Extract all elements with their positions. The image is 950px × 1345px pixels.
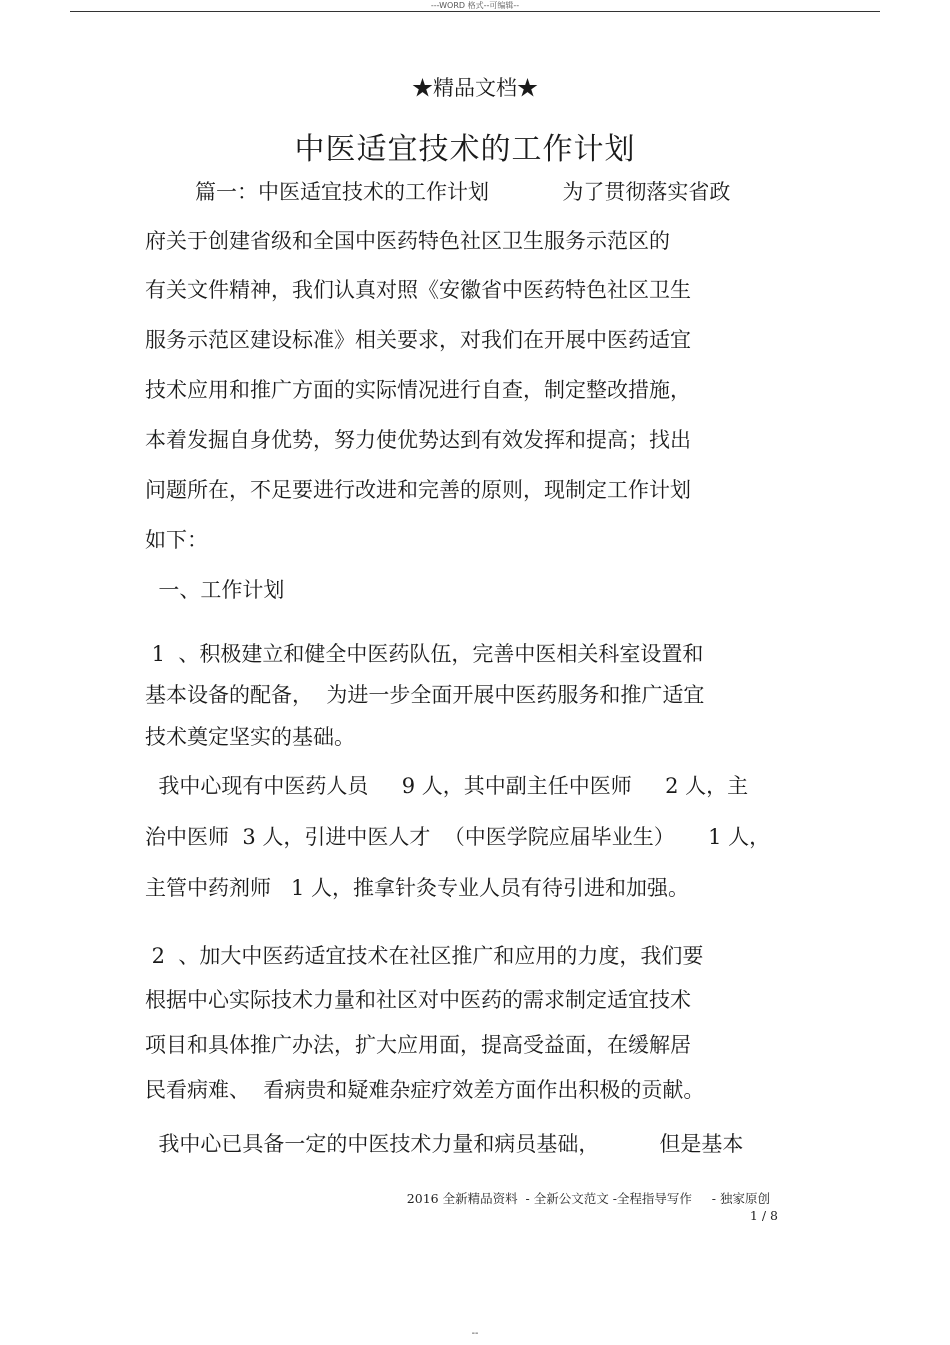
footer-note: 2016 全新精品资料 - 全新公文范文 -全程指导写作 - 独家原创 xyxy=(406,1191,770,1206)
body-line: 项目和具体推广办法，扩大应用面，提高受益面，在缓解居 xyxy=(145,1033,691,1057)
body-line: 民看病难、 看病贵和疑难杂症疗效差方面作出积极的贡献。 xyxy=(145,1078,705,1102)
body-line: 我中心现有中医药人员 9 人，其中副主任中医师 2 人，主 xyxy=(145,774,749,798)
bottom-mark: -- xyxy=(471,1328,479,1339)
page-number: 1 / 8 xyxy=(749,1208,778,1223)
body-line: 技术应用和推广方面的实际情况进行自查，制定整改措施， xyxy=(145,378,691,402)
body-line: 主管中药剂师 1 人，推拿针灸专业人员有待引进和加强。 xyxy=(145,876,690,900)
banner: ★精品文档★ xyxy=(412,76,538,100)
body-line: 府关于创建省级和全国中医药特色社区卫生服务示范区的 xyxy=(145,229,670,253)
body-line: 技术奠定坚实的基础。 xyxy=(145,725,355,749)
body-line: 有关文件精神，我们认真对照《安徽省中医药特色社区卫生 xyxy=(145,278,691,302)
header-rule xyxy=(70,11,880,12)
body-line: 根据中心实际技术力量和社区对中医药的需求制定适宜技术 xyxy=(145,988,691,1012)
body-line: 本着发掘自身优势，努力使优势达到有效发挥和提高；找出 xyxy=(145,428,691,452)
body-line: 问题所在，不足要进行改进和完善的原则，现制定工作计划 xyxy=(145,478,691,502)
page-header-text: ---WORD 格式--可编辑-- xyxy=(430,1,520,10)
body-line: 2 、加大中医药适宜技术在社区推广和应用的力度，我们要 xyxy=(145,944,704,968)
body-line: 篇一：中医适宜技术的工作计划 为了贯彻落实省政 xyxy=(195,180,731,204)
document-title: 中医适宜技术的工作计划 xyxy=(294,132,636,167)
section-heading: 一、工作计划 xyxy=(145,578,285,602)
body-line: 治中医师 3 人，引进中医人才 （中医学院应届毕业生） 1 人， xyxy=(145,825,771,849)
body-line: 服务示范区建设标准》相关要求，对我们在开展中医药适宜 xyxy=(145,328,691,352)
body-line: 1 、积极建立和健全中医药队伍，完善中医相关科室设置和 xyxy=(145,642,704,666)
body-line: 如下： xyxy=(145,528,208,552)
body-line: 我中心已具备一定的中医技术力量和病员基础， 但是基本 xyxy=(145,1132,744,1156)
body-line: 基本设备的配备， 为进一步全面开展中医药服务和推广适宜 xyxy=(145,683,705,707)
